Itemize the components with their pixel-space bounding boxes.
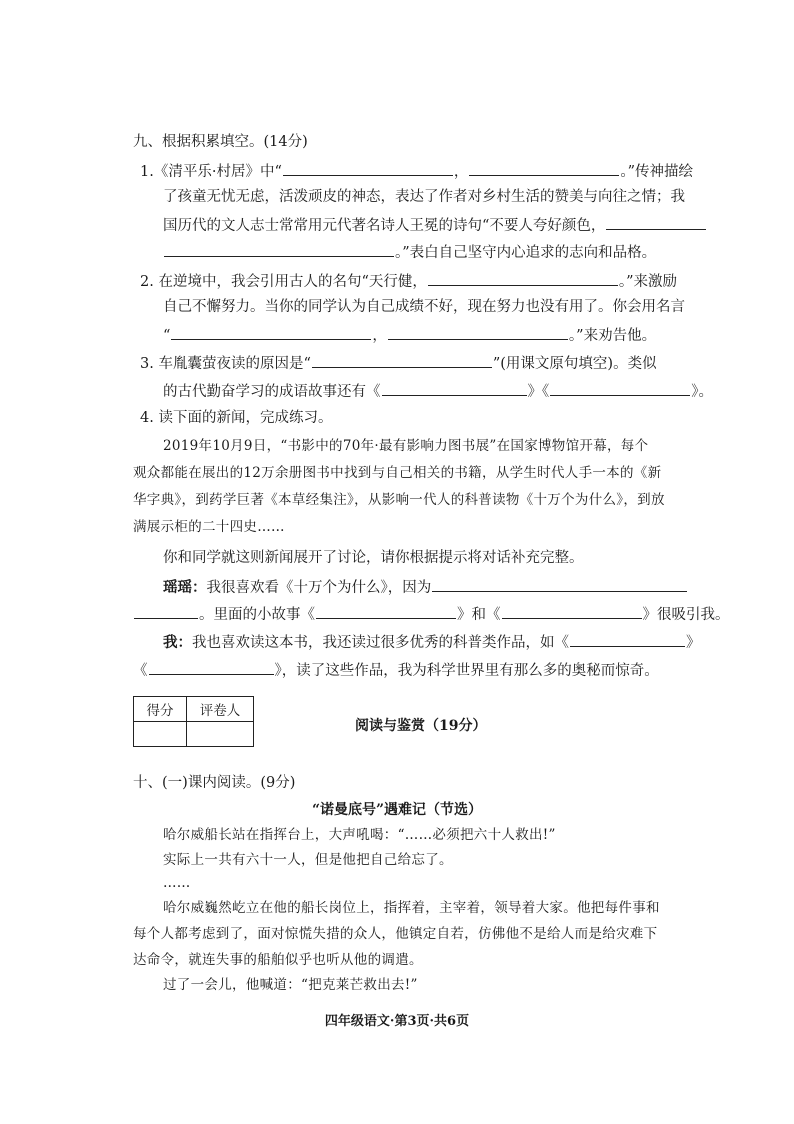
answer-blank[interactable] — [171, 324, 371, 340]
answer-blank[interactable] — [312, 352, 492, 368]
answer-blank[interactable] — [550, 380, 690, 396]
passage-p3: …… — [163, 875, 191, 891]
answer-blank[interactable] — [606, 214, 706, 230]
q2-line3: “ ， 。”来劝告他。 — [163, 324, 656, 346]
q3-line1: 3. 车胤囊萤夜读的原因是“ ”(用课文原句填空)。类似 — [140, 352, 657, 374]
answer-blank[interactable] — [428, 270, 618, 286]
q2-line1: 2. 在逆境中，我会引用古人的名句“天行健， 。”来激励 — [140, 270, 677, 292]
answer-blank[interactable] — [570, 631, 685, 647]
answer-blank[interactable] — [388, 324, 568, 340]
section9-heading: 九、根据积累填空。(14分) — [133, 134, 308, 150]
passage-p4-line2: 每个人都考虑到了，面对惊慌失措的众人，他镇定自若，仿佛他不是给人而是给灾难下 — [133, 926, 658, 942]
passage-p5: 过了一会儿，他喊道：“把克莱芒救出去!” — [163, 977, 418, 993]
answer-blank[interactable] — [382, 380, 527, 396]
q1-line4: 。”表白自己坚守内心追求的志向和品格。 — [163, 241, 656, 263]
speaker-yaoyao: 瑶瑶： — [163, 579, 207, 596]
passage-p4-line3: 达命令，就连失事的船舶似乎也听从他的调遣。 — [133, 952, 423, 968]
q3-line2: 的古代勤奋学习的成语故事还有《 》《 》。 — [163, 380, 713, 402]
answer-blank[interactable] — [316, 603, 456, 619]
me-line2: 《 》，读了这些作品，我为科学世界里有那么多的奥秘而惊奇。 — [133, 659, 659, 681]
passage-p2: 实际上一共有六十一人，但是他把自己给忘了。 — [163, 852, 453, 868]
score-label: 得分 — [134, 697, 187, 722]
news-line4: 满展示柜的二十四史…… — [133, 519, 285, 535]
q4-prompt: 你和同学就这则新闻展开了讨论，请你根据提示将对话补充完整。 — [163, 550, 584, 566]
section10-heading: 十、(一)课内阅读。(9分) — [133, 775, 296, 791]
q1-line2: 了孩童无忧无虑，活泼顽皮的神态，表达了作者对乡村生活的赞美与向往之情；我 — [163, 189, 685, 205]
grader-label: 评卷人 — [187, 697, 254, 722]
passage-title: “诺曼底号”遇难记（节选） — [311, 802, 483, 818]
q1-line3: 国历代的文人志士常常用元代著名诗人王冕的诗句“不要人夸好颜色， — [163, 214, 707, 236]
speaker-me: 我： — [163, 634, 192, 651]
reading-section-heading: 阅读与鉴赏（19分） — [355, 718, 487, 734]
answer-blank[interactable] — [469, 160, 619, 176]
passage-p4-line1: 哈尔威巍然屹立在他的船长岗位上，指挥着，主宰着，领导着大家。他把每件事和 — [163, 900, 660, 916]
news-line1: 2019年10月9日，“书影中的70年·最有影响力图书展”在国家博物馆开幕，每个 — [163, 438, 649, 454]
score-table — [133, 696, 254, 747]
yaoyao-line2: 。里面的小故事《 》和《 》很吸引我。 — [133, 603, 730, 625]
answer-blank[interactable] — [502, 603, 642, 619]
q4-line1: 4. 读下面的新闻，完成练习。 — [140, 410, 333, 426]
news-line2: 观众都能在展出的12万余册图书中找到与自己相关的书籍，从学生时代人手一本的《新 — [133, 465, 662, 481]
answer-blank[interactable] — [134, 603, 198, 619]
q2-line2: 自己不懈努力。当你的同学认为自己成绩不好，现在努力也没有用了。你会用名言 — [163, 299, 685, 315]
answer-blank[interactable] — [283, 160, 453, 176]
passage-p1: 哈尔威船长站在指挥台上，大声吼喝：“……必须把六十人救出!” — [163, 827, 556, 843]
news-line3: 华字典》，到药学巨著《本草经集注》，从影响一代人的科普读物《十万个为什么》，到放 — [133, 492, 665, 508]
yaoyao-line1: 瑶瑶：我很喜欢看《十万个为什么》，因为 — [163, 576, 688, 598]
answer-blank[interactable] — [164, 241, 394, 257]
me-line1: 我：我也喜欢读这本书，我还读过很多优秀的科普类作品，如《 》 — [163, 631, 701, 653]
answer-blank[interactable] — [432, 576, 687, 592]
grader-cell[interactable] — [187, 722, 254, 747]
score-cell[interactable] — [134, 722, 187, 747]
page-footer: 四年级语文·第3页·共6页 — [324, 1014, 470, 1029]
q1-line1: 1.《清平乐·村居》中“ ， 。”传神描绘 — [140, 160, 693, 182]
answer-blank[interactable] — [149, 659, 274, 675]
